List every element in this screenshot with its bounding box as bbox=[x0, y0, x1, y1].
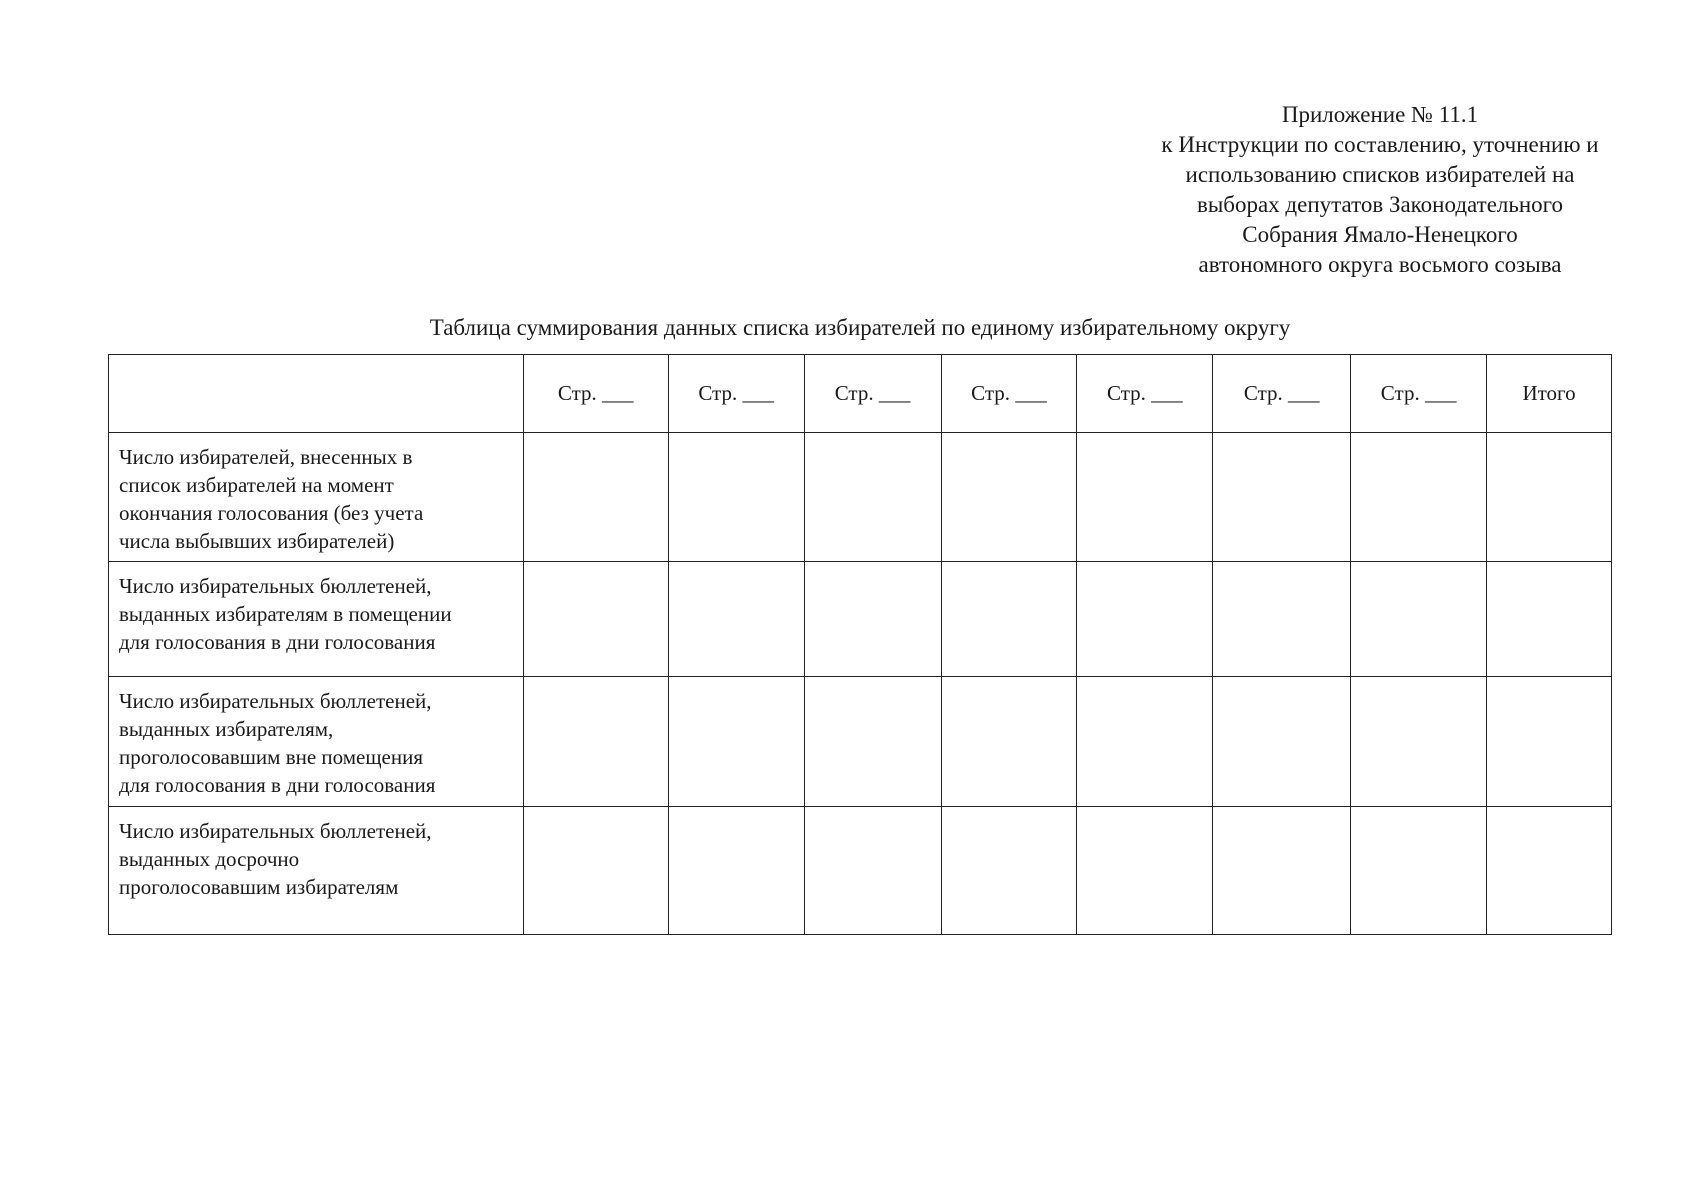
row-label-line: выданных избирателям, bbox=[119, 717, 334, 741]
row-label-line: Число избирательных бюллетеней, bbox=[119, 574, 432, 598]
table-cell[interactable] bbox=[1213, 807, 1351, 935]
summary-table bbox=[108, 354, 1612, 935]
header-cell-page: Стр. ___ bbox=[1077, 355, 1213, 433]
table-cell[interactable] bbox=[523, 433, 668, 562]
appendix-reference-line: выборах депутатов Законодательного bbox=[1196, 192, 1564, 217]
header-cell-page: Стр. ___ bbox=[941, 355, 1077, 433]
header-cell-empty bbox=[109, 355, 524, 433]
table-cell[interactable] bbox=[1351, 433, 1487, 562]
table-cell[interactable] bbox=[804, 677, 941, 807]
table-cell[interactable] bbox=[1077, 433, 1213, 562]
total-cell[interactable] bbox=[1487, 433, 1612, 562]
row-label-line: Число избирателей, внесенных в bbox=[119, 445, 413, 469]
table-row bbox=[109, 807, 1612, 935]
row-label-line: числа выбывших избирателей) bbox=[119, 529, 395, 553]
header-cell-page: Стр. ___ bbox=[1213, 355, 1351, 433]
table-cell[interactable] bbox=[668, 807, 804, 935]
row-label-line: выданных избирателям в помещении bbox=[119, 602, 452, 626]
row-label-line: список избирателей на момент bbox=[119, 473, 394, 497]
table-cell[interactable] bbox=[1351, 677, 1487, 807]
table-cell[interactable] bbox=[941, 677, 1077, 807]
appendix-reference-line: использованию списков избирателей на bbox=[1185, 162, 1575, 187]
total-cell[interactable] bbox=[1487, 677, 1612, 807]
row-label-line: окончания голосования (без учета bbox=[119, 501, 424, 525]
header-cell-page: Стр. ___ bbox=[523, 355, 668, 433]
appendix-title: Приложение № 11.1 bbox=[1281, 102, 1479, 127]
table-cell[interactable] bbox=[668, 433, 804, 562]
table-cell[interactable] bbox=[1213, 433, 1351, 562]
table-cell[interactable] bbox=[523, 677, 668, 807]
table-cell[interactable] bbox=[804, 807, 941, 935]
row-label-line: для голосования в дни голосования bbox=[119, 630, 436, 654]
header-cell-page: Стр. ___ bbox=[804, 355, 941, 433]
row-label bbox=[109, 807, 524, 935]
table-cell[interactable] bbox=[1351, 562, 1487, 677]
table-cell[interactable] bbox=[941, 807, 1077, 935]
row-label bbox=[109, 562, 524, 677]
row-label-line: выданных досрочно bbox=[119, 847, 300, 871]
header-cell-page: Стр. ___ bbox=[668, 355, 804, 433]
row-label-line: проголосовавшим избирателям bbox=[119, 875, 399, 899]
appendix-reference-line: Собрания Ямало-Ненецкого bbox=[1242, 222, 1518, 247]
table-row bbox=[109, 433, 1612, 562]
total-cell[interactable] bbox=[1487, 807, 1612, 935]
table-cell[interactable] bbox=[1077, 677, 1213, 807]
total-cell[interactable] bbox=[1487, 562, 1612, 677]
table-cell[interactable] bbox=[941, 562, 1077, 677]
appendix-reference-line: к Инструкции по составлению, уточнению и bbox=[1161, 132, 1599, 157]
table-row bbox=[109, 677, 1612, 807]
appendix-reference-line: автономного округа восьмого созыва bbox=[1198, 252, 1562, 277]
table-cell[interactable] bbox=[941, 433, 1077, 562]
appendix-header bbox=[1090, 100, 1670, 280]
table-cell[interactable] bbox=[523, 807, 668, 935]
table-cell[interactable] bbox=[804, 433, 941, 562]
row-label bbox=[109, 677, 524, 807]
table-cell[interactable] bbox=[1213, 562, 1351, 677]
row-label-line: Число избирательных бюллетеней, bbox=[119, 819, 432, 843]
row-label-line: для голосования в дни голосования bbox=[119, 773, 436, 797]
table-cell[interactable] bbox=[1351, 807, 1487, 935]
table-cell[interactable] bbox=[668, 677, 804, 807]
header-cell-total: Итого bbox=[1487, 355, 1612, 433]
table-cell[interactable] bbox=[1213, 677, 1351, 807]
row-label-line: проголосовавшим вне помещения bbox=[119, 745, 423, 769]
table-row bbox=[109, 562, 1612, 677]
table-header-row bbox=[109, 355, 1612, 433]
header-cell-page: Стр. ___ bbox=[1351, 355, 1487, 433]
table-cell[interactable] bbox=[804, 562, 941, 677]
table-cell[interactable] bbox=[1077, 562, 1213, 677]
table-caption: Таблица суммирования данных списка избирателей по единому избирательному округу bbox=[429, 315, 1291, 340]
row-label-line: Число избирательных бюллетеней, bbox=[119, 689, 432, 713]
table-cell[interactable] bbox=[1077, 807, 1213, 935]
table-cell[interactable] bbox=[523, 562, 668, 677]
row-label bbox=[109, 433, 524, 562]
table-cell[interactable] bbox=[668, 562, 804, 677]
